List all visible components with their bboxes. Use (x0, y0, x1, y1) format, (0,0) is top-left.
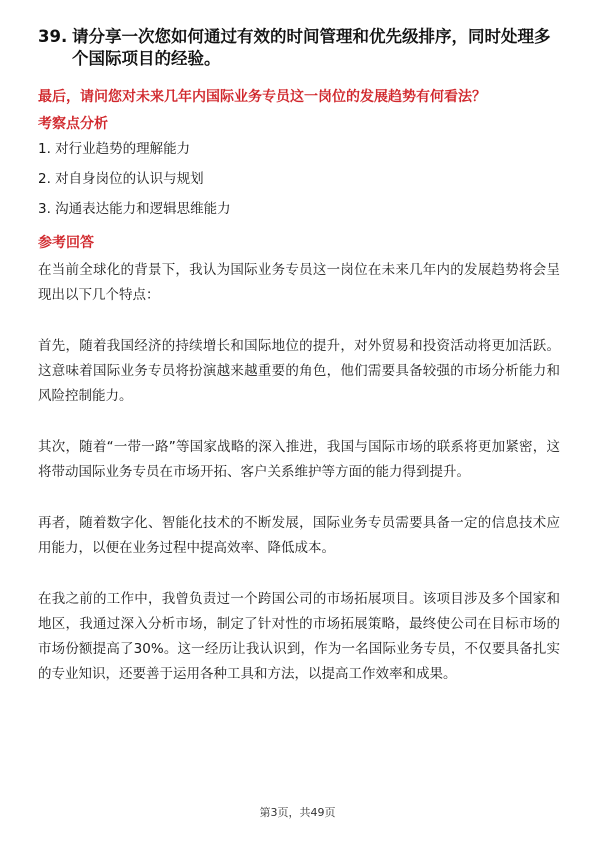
analysis-item: 3. 沟通表达能力和逻辑思维能力 (38, 201, 231, 217)
question-text: 请分享一次您如何通过有效的时间管理和优先级排序，同时处理多个国际项目的经验。 (72, 27, 551, 68)
analysis-list (38, 139, 558, 229)
page-footer: 第3页，共49页 (259, 806, 336, 819)
answer-paragraph: 在当前全球化的背景下，我认为国际业务专员这一岗位在未来几年内的发展趋势将会呈现出以下几个特点： (38, 262, 560, 303)
answer-body (38, 258, 560, 713)
analysis-item: 2. 对自身岗位的认识与规划 (38, 171, 204, 187)
followup-question: 最后，请问您对未来几年内国际业务专员这一岗位的发展趋势有何看法？ (38, 89, 486, 105)
answer-paragraph: 在我之前的工作中，我曾负责过一个跨国公司的市场拓展项目。该项目涉及多个国家和地区，我通过深入分析市场，制定了针对性的市场拓展策略，最终使公司在目标市场的市场份额提高了30%。这一经历让我认识到，作为一名国际业务专员，不仅要具备扎实的专业知识，还要善于运用各种工具和方法，以提高工作效率和成果。 (38, 591, 560, 682)
answer-paragraph: 首先，随着我国经济的持续增长和国际地位的提升，对外贸易和投资活动将更加活跃。这意味着国际业务专员将扮演越来越重要的角色，他们需要具备较强的市场分析能力和风险控制能力。 (38, 338, 560, 404)
question-heading (38, 26, 566, 70)
analysis-item: 1. 对行业趋势的理解能力 (38, 141, 191, 157)
analysis-heading: 考察点分析 (38, 116, 108, 132)
answer-paragraph: 再者，随着数字化、智能化技术的不断发展，国际业务专员需要具备一定的信息技术应用能力，以便在业务过程中提高效率、降低成本。 (38, 515, 560, 556)
answer-heading: 参考回答 (38, 235, 94, 251)
question-number: 39. (38, 27, 68, 46)
answer-paragraph: 其次，随着“一带一路”等国家战略的深入推进，我国与国际市场的联系将更加紧密，这将带动国际业务专员在市场开拓、客户关系维护等方面的能力得到提升。 (38, 439, 560, 480)
